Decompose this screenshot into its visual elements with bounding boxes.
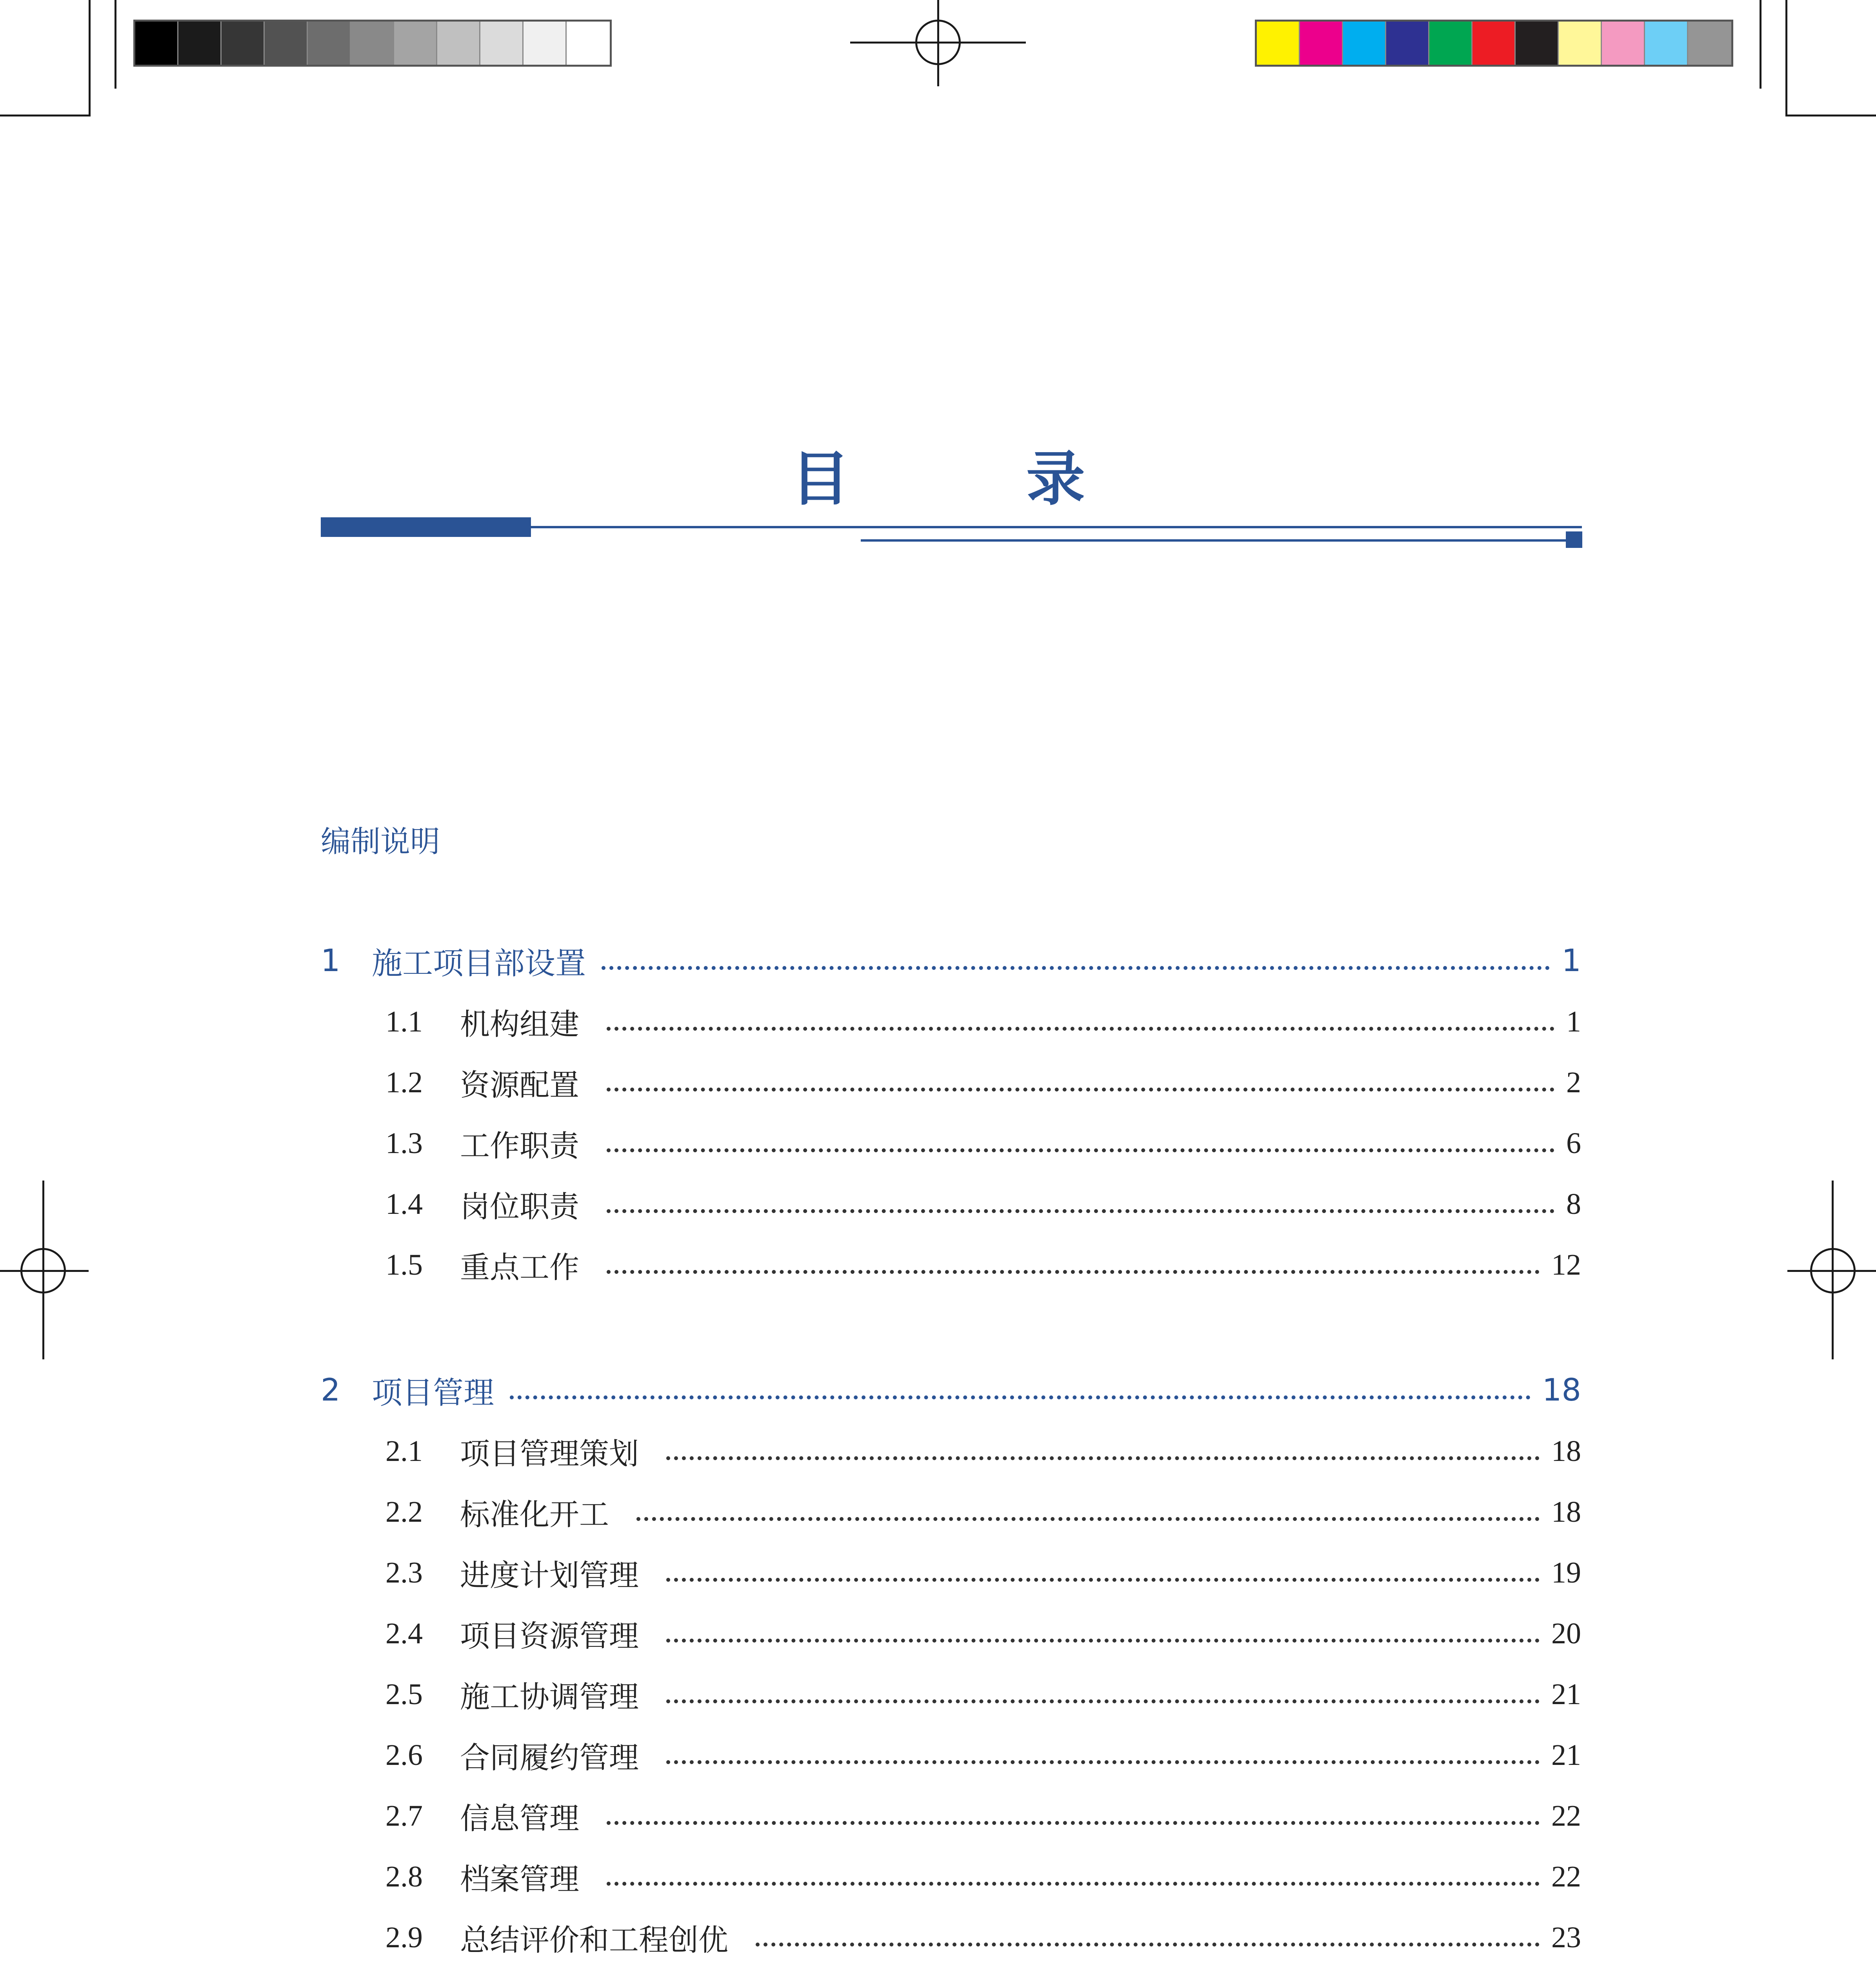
toc-section-2-2[interactable]	[321, 1490, 1581, 1534]
gray-swatch	[351, 22, 394, 65]
toc-section-2-5[interactable]	[321, 1673, 1581, 1716]
page-title: 目 录	[791, 445, 1144, 513]
section-title: 项目管理策划	[460, 1437, 639, 1471]
section-title: 总结评价和工程创优	[460, 1924, 728, 1957]
color-swatch	[1257, 22, 1300, 65]
toc-section-2-3[interactable]	[321, 1551, 1581, 1594]
page-number: 18	[1551, 1434, 1581, 1468]
process-color-bar	[1255, 20, 1733, 67]
section-number: 2.4	[385, 1617, 423, 1650]
dot-leader	[666, 1760, 1540, 1764]
color-swatch	[1472, 22, 1516, 65]
section-title: 工作职责	[460, 1130, 579, 1163]
dot-leader	[666, 1639, 1540, 1643]
toc-section-2-1[interactable]	[321, 1430, 1581, 1473]
gray-swatch	[437, 22, 480, 65]
dot-leader	[666, 1699, 1540, 1703]
gray-swatch	[308, 22, 351, 65]
dot-leader	[607, 1882, 1540, 1886]
dot-leader	[510, 1395, 1531, 1399]
color-swatch	[1516, 22, 1559, 65]
section-title: 重点工作	[460, 1251, 579, 1284]
title-rule-thin-lower	[861, 539, 1567, 542]
gray-swatch	[265, 22, 308, 65]
chapter-title: 施工项目部设置	[372, 946, 586, 981]
section-title: 标准化开工	[460, 1498, 609, 1532]
section-number: 2.6	[385, 1738, 423, 1772]
dot-leader	[666, 1578, 1540, 1582]
dot-leader	[666, 1456, 1540, 1460]
page-number: 20	[1551, 1617, 1581, 1650]
page-number: 21	[1551, 1677, 1581, 1711]
toc-chapter-2[interactable]	[321, 1369, 1581, 1412]
section-number: 1.5	[385, 1248, 423, 1281]
preface-link[interactable]: 编制说明	[321, 824, 440, 859]
section-title: 合同履约管理	[460, 1741, 639, 1775]
toc-section-1-5[interactable]	[321, 1243, 1581, 1286]
color-swatch	[1343, 22, 1386, 65]
gray-swatch	[480, 22, 524, 65]
page-number: 1	[1566, 1005, 1581, 1038]
color-swatch	[1559, 22, 1602, 65]
gray-swatch	[178, 22, 222, 65]
section-number: 2.2	[385, 1495, 423, 1528]
page-number: 22	[1551, 1860, 1581, 1893]
toc-section-1-4[interactable]	[321, 1182, 1581, 1226]
toc-section-2-4[interactable]	[321, 1612, 1581, 1655]
section-number: 2.9	[385, 1921, 423, 1954]
section-title: 施工协调管理	[460, 1681, 639, 1714]
chapter-number: 2	[321, 1373, 340, 1408]
gray-swatch	[222, 22, 265, 65]
toc-section-1-1[interactable]	[321, 1000, 1581, 1043]
section-number: 1.2	[385, 1066, 423, 1099]
dot-leader	[756, 1943, 1540, 1946]
section-number: 1.4	[385, 1187, 423, 1221]
chapter-title: 项目管理	[372, 1375, 494, 1411]
dot-leader	[607, 1270, 1540, 1274]
section-number: 2.1	[385, 1434, 423, 1468]
section-number: 1.3	[385, 1126, 423, 1160]
toc-section-2-8[interactable]	[321, 1855, 1581, 1898]
page-number: 21	[1551, 1738, 1581, 1772]
toc-chapter-1[interactable]	[321, 939, 1581, 982]
color-swatch	[1300, 22, 1343, 65]
page-number: 2	[1566, 1066, 1581, 1099]
section-title: 进度计划管理	[460, 1559, 639, 1592]
toc-section-1-2[interactable]	[321, 1061, 1581, 1104]
toc-section-2-6[interactable]	[321, 1734, 1581, 1777]
color-swatch	[1688, 22, 1731, 65]
gray-swatch	[567, 22, 610, 65]
color-swatch	[1386, 22, 1429, 65]
section-number: 1.1	[385, 1005, 423, 1038]
section-number: 2.3	[385, 1556, 423, 1589]
color-swatch	[1602, 22, 1645, 65]
gray-swatch	[524, 22, 567, 65]
color-swatch	[1645, 22, 1688, 65]
section-title: 资源配置	[460, 1069, 579, 1102]
title-rule-thin	[531, 526, 1582, 528]
section-number: 2.5	[385, 1677, 423, 1711]
toc-section-1-3[interactable]	[321, 1122, 1581, 1165]
section-title: 项目资源管理	[460, 1620, 639, 1653]
section-title: 岗位职责	[460, 1190, 579, 1224]
dot-leader	[607, 1821, 1540, 1825]
title-rule-square	[1566, 531, 1582, 548]
dot-leader	[607, 1148, 1554, 1152]
page-number: 18	[1542, 1373, 1581, 1408]
dot-leader	[607, 1027, 1554, 1031]
section-title: 信息管理	[460, 1802, 579, 1835]
section-number: 2.7	[385, 1799, 423, 1832]
toc-section-2-9[interactable]	[321, 1916, 1581, 1959]
toc-section-2-7[interactable]	[321, 1794, 1581, 1837]
page-number: 8	[1566, 1187, 1581, 1221]
title-rule-thick	[321, 517, 531, 537]
page-number: 12	[1551, 1248, 1581, 1281]
dot-leader	[636, 1517, 1540, 1521]
grayscale-color-bar	[133, 20, 612, 67]
page-number: 22	[1551, 1799, 1581, 1832]
chapter-number: 1	[321, 943, 340, 979]
page-number: 6	[1566, 1126, 1581, 1160]
section-number: 2.8	[385, 1860, 423, 1893]
dot-leader	[602, 966, 1550, 970]
gray-swatch	[394, 22, 437, 65]
dot-leader	[607, 1088, 1554, 1091]
dot-leader	[607, 1209, 1554, 1213]
section-title: 档案管理	[460, 1863, 579, 1896]
color-swatch	[1429, 22, 1472, 65]
gray-swatch	[135, 22, 178, 65]
page-number: 1	[1562, 943, 1581, 979]
page-number: 19	[1551, 1556, 1581, 1589]
section-title: 机构组建	[460, 1008, 579, 1041]
page-number: 18	[1551, 1495, 1581, 1528]
page-number: 23	[1551, 1921, 1581, 1954]
